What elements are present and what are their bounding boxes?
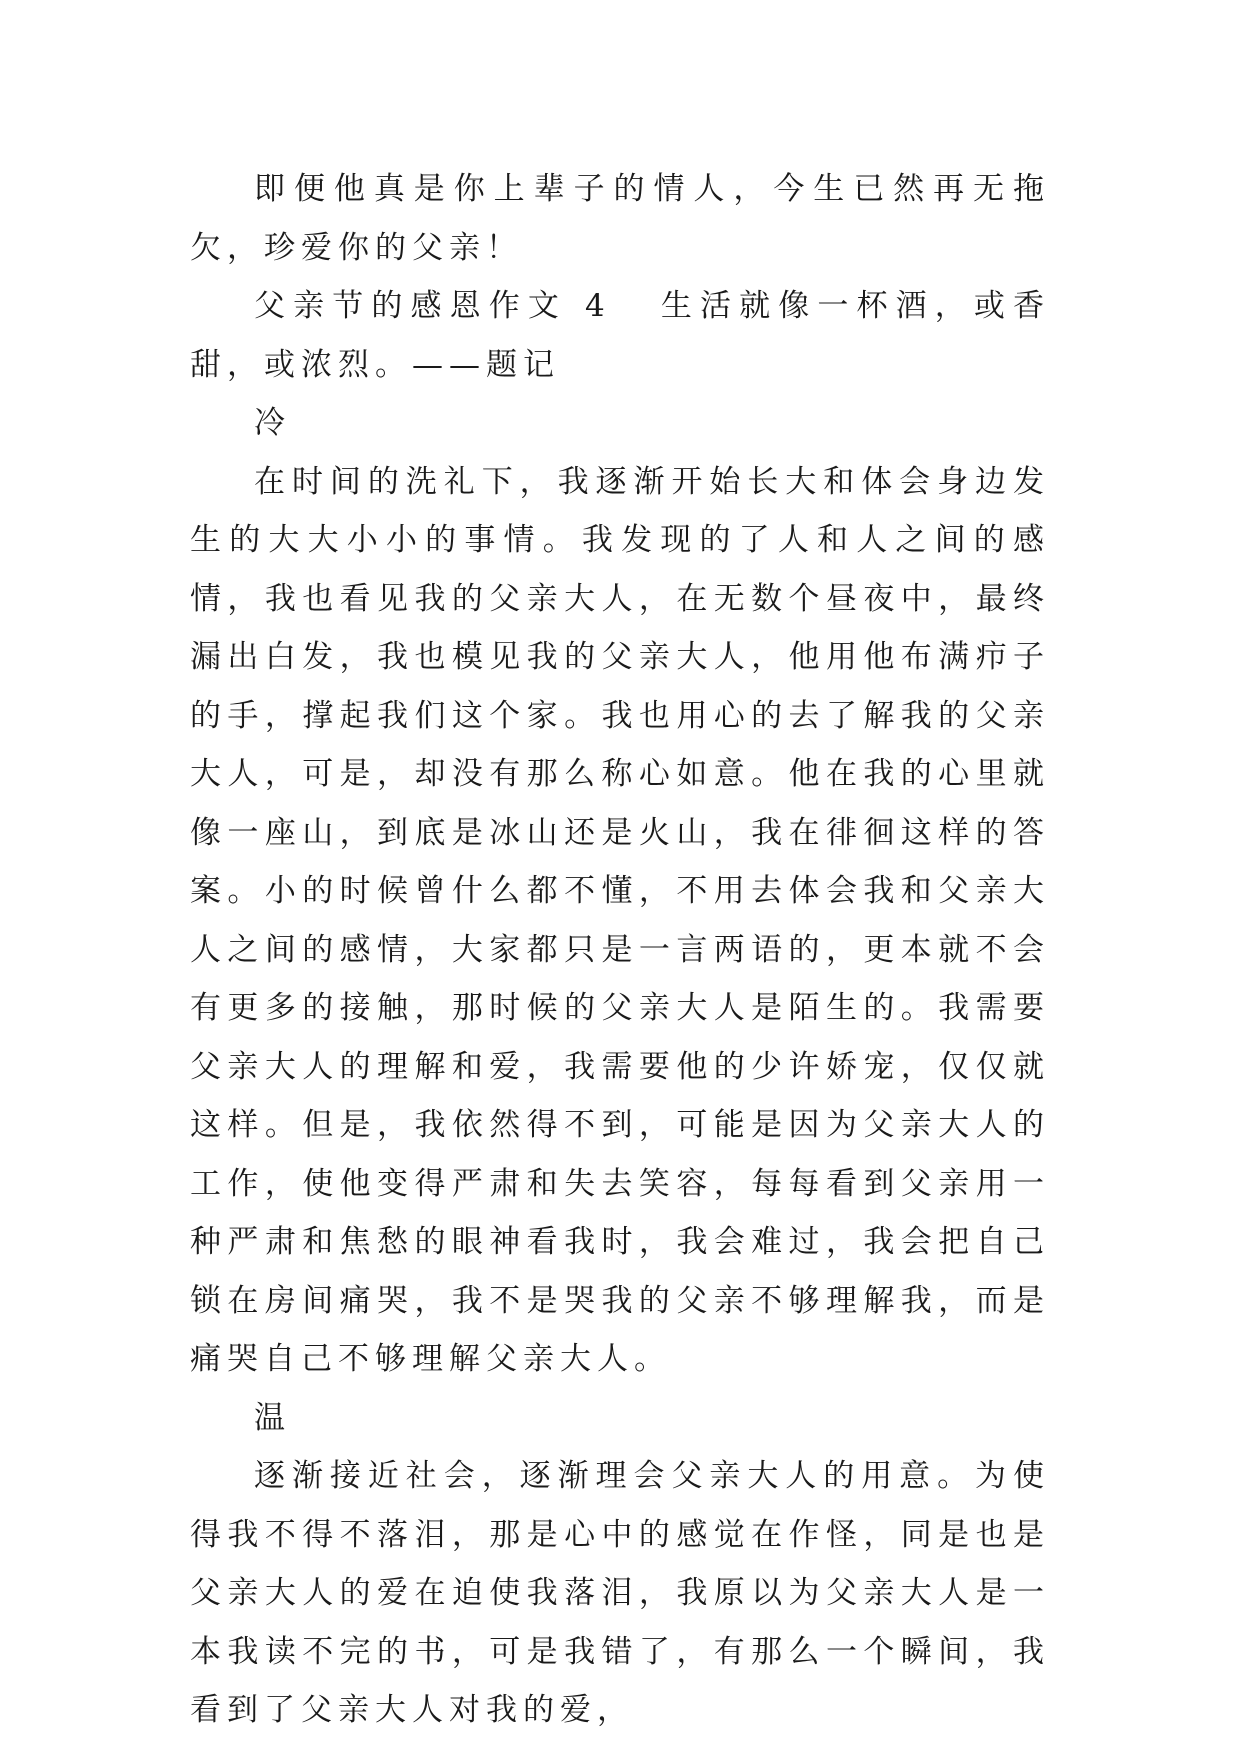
epigraph-text: 生活就像一杯酒，或香甜，或浓烈。——题记	[190, 288, 1051, 383]
paragraph-section-start	[190, 277, 1050, 394]
subheading-cold: 冷	[254, 405, 291, 441]
paragraph-cold-body: 在时间的洗礼下，我逐渐开始长大和体会身边发生的大大小小的事情。我发现的了人和人之间的感情，我也看见我的父亲大人，在无数个昼夜中，最终漏出白发，我也模见我的父亲大人，他用他布满疖子的手，撑起我们这个家。我也用心的去了解我的父亲大人，可是，却没有那么称心如意。他在我的心里就像一座山，到底是冰山还是火山，我在徘徊这样的答案。小的时候曾什么都不懂，不用去体会我和父亲大人之间的感情，大家都只是一言两语的，更本就不会有更多的接触，那时候的父亲大人是陌生的。我需要父亲大人的理解和爱，我需要他的少许娇宠，仅仅就这样。但是，我依然得不到，可能是因为父亲大人的工作，使他变得严肃和失去笑容，每每看到父亲用一种严肃和焦愁的眼神看我时，我会难过，我会把自己锁在房间痛哭，我不是哭我的父亲不够理解我，而是痛哭自己不够理解父亲大人。	[190, 463, 1050, 1377]
subheading-warm: 温	[254, 1399, 291, 1436]
section-heading: 父亲节的感恩作文 4	[254, 288, 611, 324]
document-body	[190, 160, 1050, 1740]
paragraph-warm-body: 逐渐接近社会，逐渐理会父亲大人的用意。为使得我不得不落泪，那是心中的感觉在作怪，同是也是父亲大人的爱在迫使我落泪，我原以为父亲大人是一本我读不完的书，可是我错了，有那么一个瞬间，我看到了父亲大人对我的爱，	[190, 1458, 1050, 1728]
paragraph-closing: 即便他真是你上辈子的情人，今生已然再无拖欠，珍爱你的父亲！	[190, 171, 1050, 266]
